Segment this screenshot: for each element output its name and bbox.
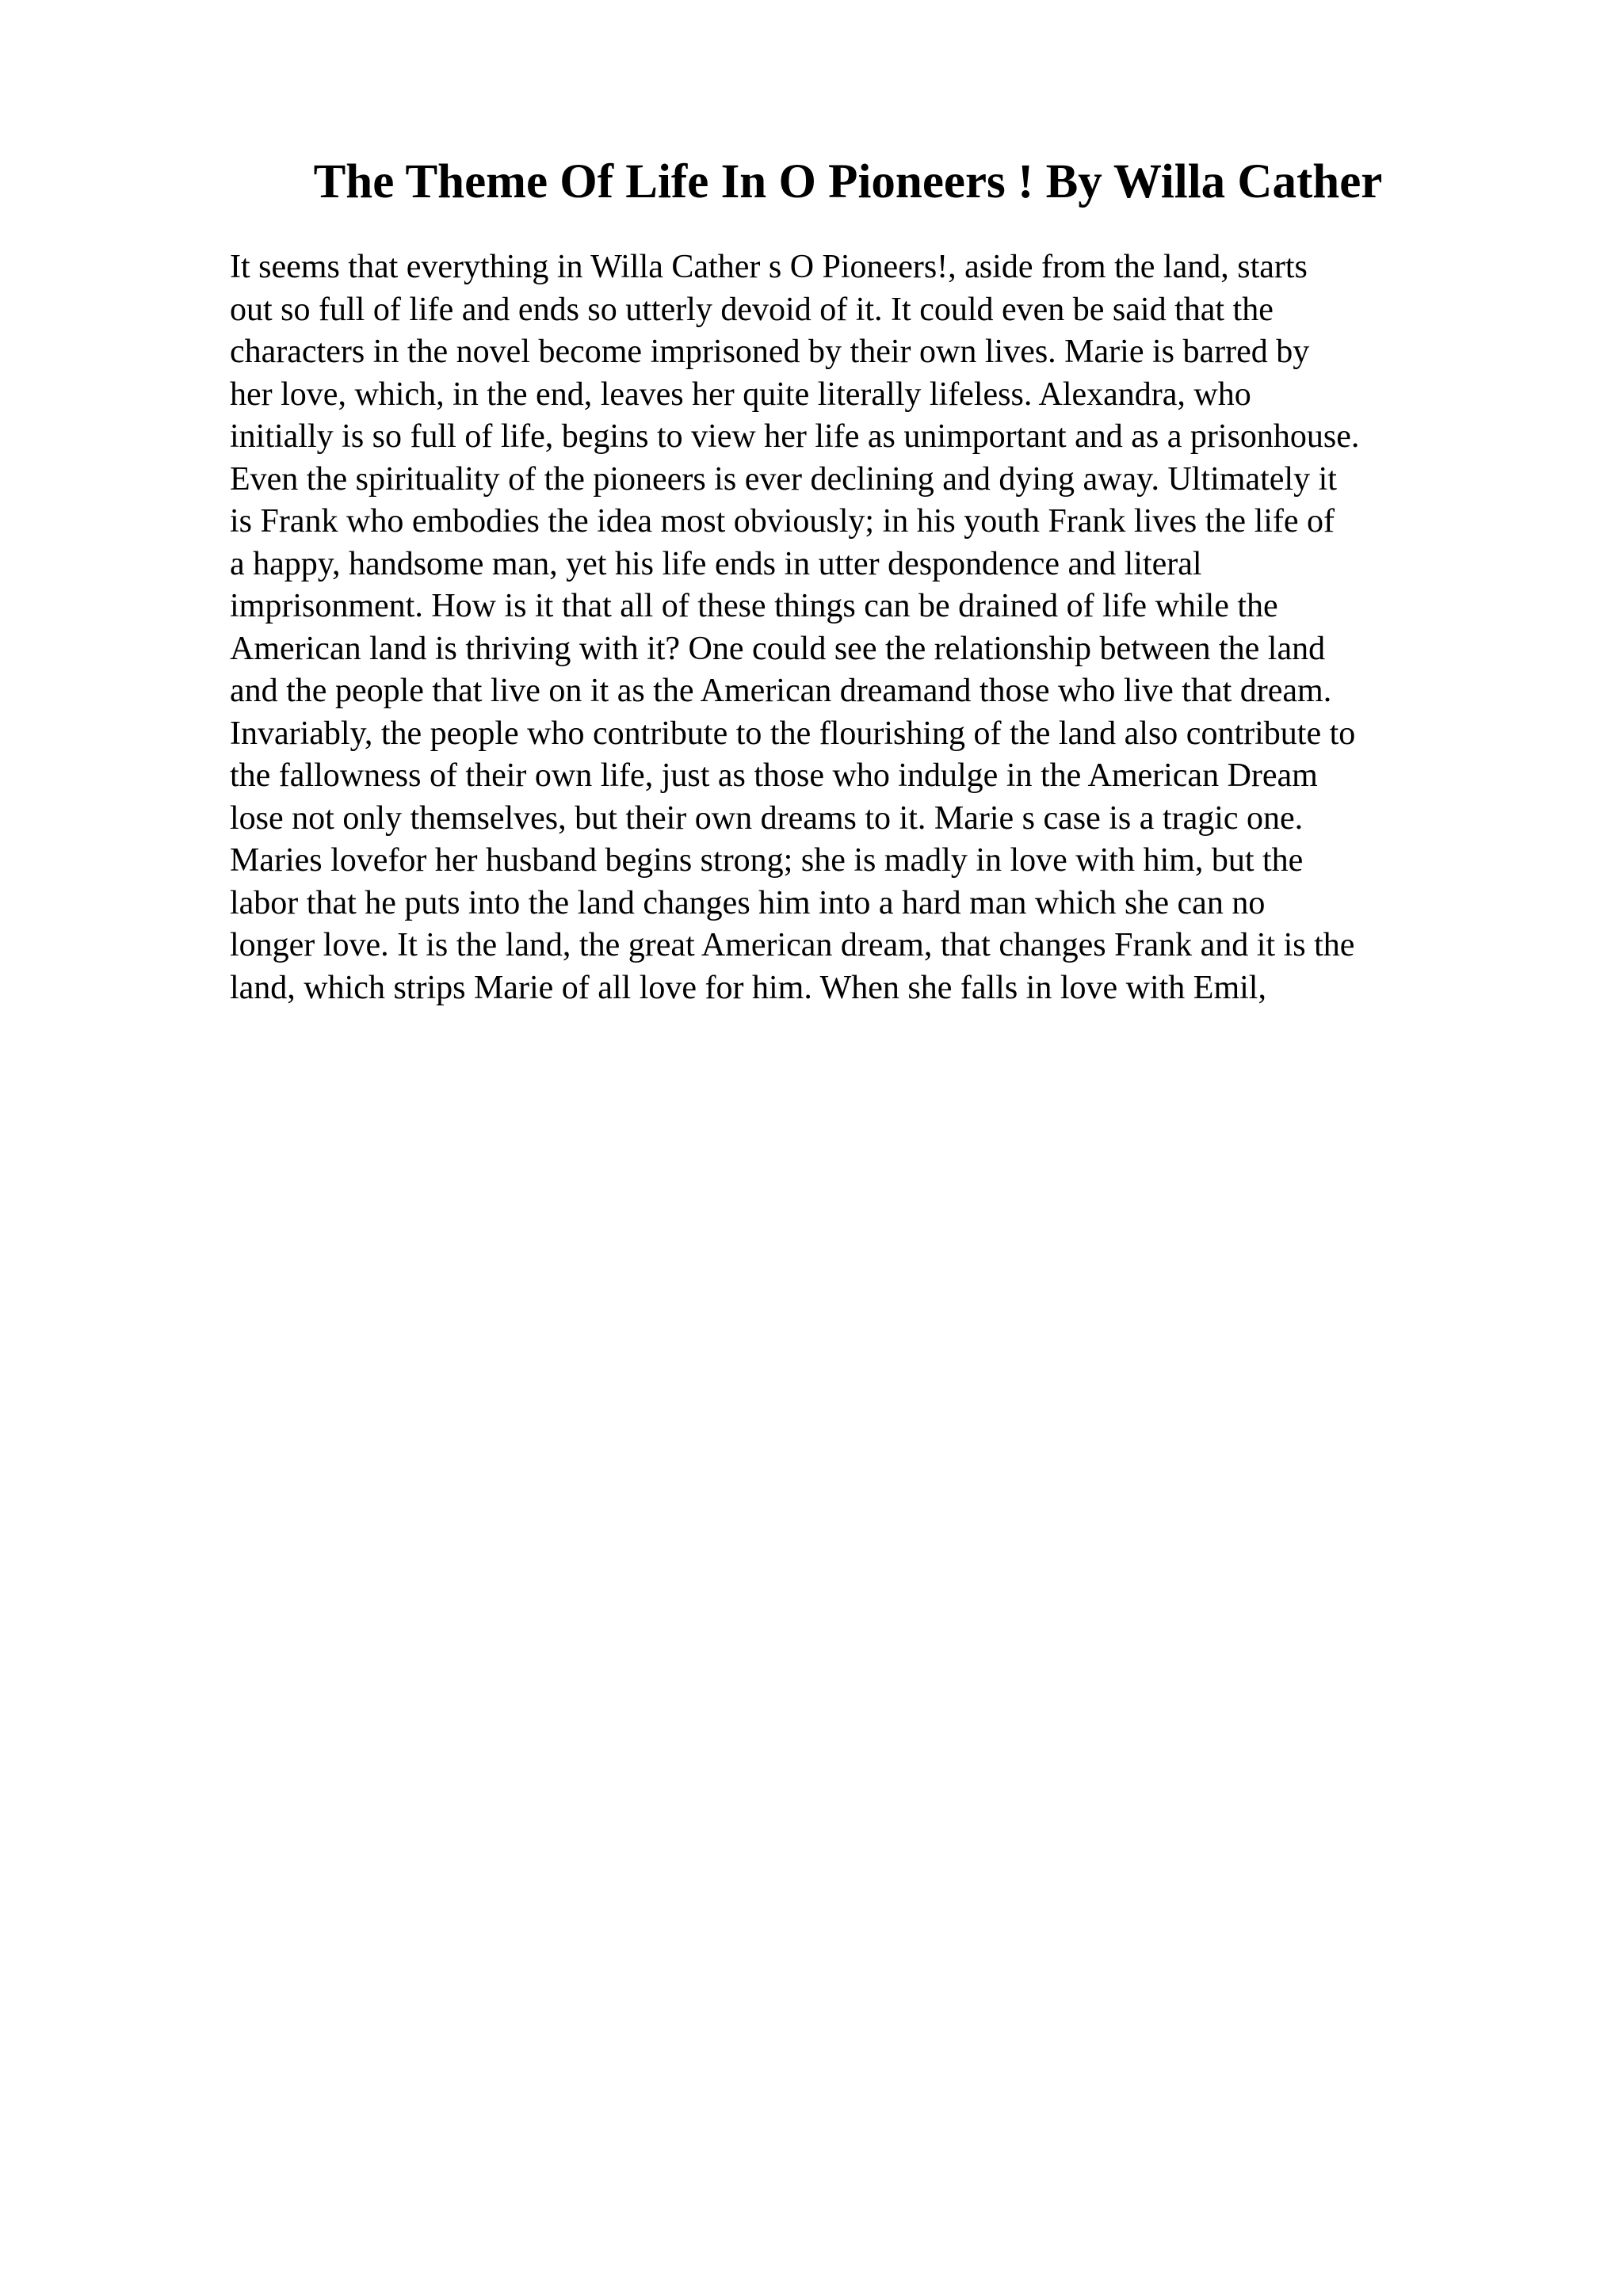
body-line: her love, which, in the end, leaves her quite literally lifeless. Alexandra, who <box>230 376 1251 413</box>
body-line: It seems that everything in Willa Cather s O Pioneers!, aside from the land, starts <box>230 249 1308 285</box>
body-line: imprisonment. How is it that all of these things can be drained of life while the <box>230 588 1278 624</box>
body-line: longer love. It is the land, the great American dream, that changes Frank and it is the <box>230 927 1355 963</box>
body-line: a happy, handsome man, yet his life ends in utter despondence and literal <box>230 545 1202 582</box>
body-line: labor that he puts into the land changes him into a hard man which she can no <box>230 884 1266 921</box>
body-line: characters in the novel become imprisoned by their own lives. Marie is barred by <box>230 334 1310 370</box>
body-line: Even the spirituality of the pioneers is ever declining and dying away. Ultimately it <box>230 460 1337 498</box>
body-line: lose not only themselves, but their own dreams to it. Marie s case is a tragic one. <box>230 799 1304 837</box>
body-line: American land is thriving with it? One could see the relationship between the land <box>230 630 1326 667</box>
body-line: land, which strips Marie of all love for him. When she falls in love with Emil, <box>230 969 1266 1006</box>
body-line: and the people that live on it as the American dreamand those who live that dream. <box>230 673 1332 709</box>
body-line: Maries lovefor her husband begins strong; she is madly in love with him, but the <box>230 842 1304 879</box>
body-line: is Frank who embodies the idea most obviously; in his youth Frank lives the life of <box>230 503 1335 540</box>
body-line: the fallowness of their own life, just as those who indulge in the American Dream <box>230 757 1318 794</box>
body-line: Invariably, the people who contribute to the flourishing of the land also contribute to <box>230 715 1356 752</box>
body-line: out so full of life and ends so utterly devoid of it. It could even be said that the <box>230 291 1274 328</box>
body-line: initially is so full of life, begins to view her life as unimportant and as a prisonhouse. <box>230 418 1360 455</box>
document-title: The Theme Of Life In O Pioneers ! By Willa Cather <box>313 155 1383 208</box>
document-body <box>230 246 1498 1009</box>
